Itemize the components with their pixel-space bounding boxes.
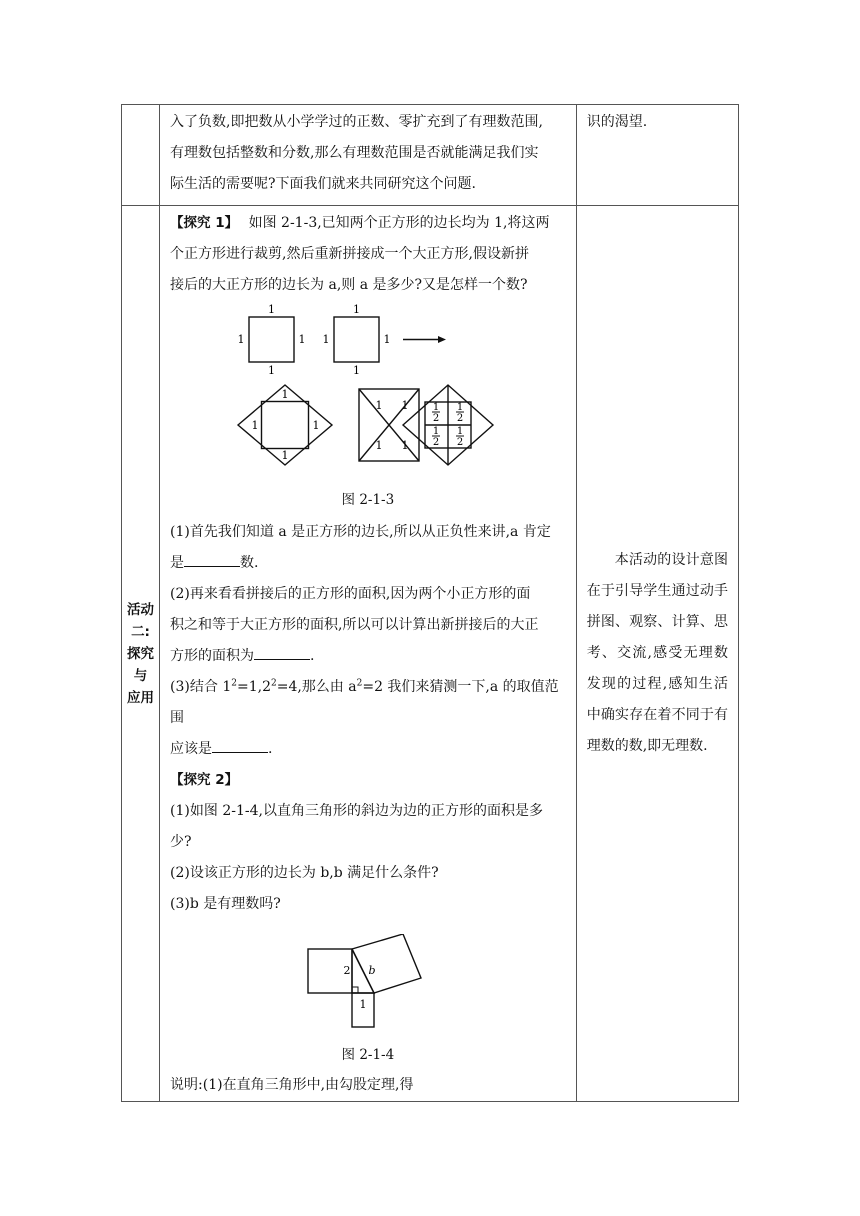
answer-blank[interactable] (184, 552, 240, 567)
side-label: 1 (267, 303, 275, 316)
side-label: 1 (267, 364, 275, 377)
text-line (170, 641, 568, 672)
text-line: 少? (170, 834, 192, 850)
side-label: 1 (352, 303, 360, 316)
table-row (122, 206, 739, 1102)
answer-blank[interactable] (212, 738, 268, 753)
text-span: 数. (240, 555, 259, 571)
label-char: 应用 (127, 689, 155, 706)
text-span: 方形的面积为 (170, 648, 255, 664)
figure-caption: 图 2-1-3 (341, 492, 395, 508)
side-label: 1 (401, 399, 409, 412)
side-label: 1 (237, 333, 245, 346)
side-label: 1 (375, 439, 383, 452)
activity-label (122, 599, 159, 709)
fraction-num: 1 (456, 402, 464, 413)
side-label: 1 (322, 333, 330, 346)
side-label: 1 (383, 333, 391, 346)
text-line: 如图 2-1-3,已知两个正方形的边长均为 1,将这两 (248, 215, 550, 231)
explore1-questions (160, 517, 576, 920)
text-span: 应该是 (170, 741, 213, 757)
text-span: =4,那么由 a (276, 679, 357, 695)
label-char: 二: (131, 623, 150, 640)
side-label: 1 (251, 419, 259, 432)
side-label: 1 (375, 399, 383, 412)
inner-square (261, 402, 308, 449)
text-line (170, 734, 568, 765)
explore1-block (160, 206, 576, 301)
lesson-table (121, 104, 739, 1102)
table-row (122, 105, 739, 206)
activity-content-cell (160, 206, 577, 1102)
row1-label-cell (122, 105, 160, 206)
label-char: 活动 (127, 601, 155, 618)
fraction-num: 1 (456, 426, 464, 437)
fraction-den: 2 (432, 413, 440, 424)
fraction-den: 2 (456, 437, 464, 448)
right-angle-mark (352, 987, 358, 993)
activity-label-cell (122, 206, 160, 1102)
side-label: 1 (281, 388, 289, 401)
text-line (170, 548, 568, 579)
side-label: 1 (312, 419, 320, 432)
fraction-den: 2 (432, 437, 440, 448)
activity-intent-cell (576, 206, 738, 1102)
superscript: 2 (231, 678, 237, 689)
row1-content-cell (160, 105, 577, 206)
text-line: 际生活的需要呢?下面我们就来共同研究这个问题. (170, 176, 477, 192)
row1-text (160, 105, 576, 205)
row1-intent-cell (576, 105, 738, 206)
text-span: =2 我们来猜测一下,a 的取值范围 (170, 679, 559, 726)
fraction-num: 1 (432, 426, 440, 437)
figure-2-1-3 (218, 303, 518, 483)
side-label: 1 (401, 439, 409, 452)
superscript: 2 (356, 678, 363, 689)
text-line: (1)如图 2-1-4,以直角三角形的斜边为边的正方形的面积是多 (170, 803, 543, 819)
superscript: 2 (270, 678, 277, 689)
text-line: 接后的大正方形的边长为 a,则 a 是多少?又是怎样一个数? (170, 277, 528, 293)
label-char: 探究 (127, 645, 155, 662)
arrow-head-icon (438, 336, 446, 343)
text-line: 入了负数,即把数从小学学过的正数、零扩充到了有理数范围, (170, 114, 543, 130)
unit-square (334, 317, 379, 362)
text-line (170, 672, 568, 734)
text-line: 有理数包括整数和分数,那么有理数范围是否就能满足我们实 (170, 145, 539, 161)
text-line: (1)首先我们知道 a 是正方形的边长,所以从正负性来讲,a 肯定 (170, 524, 551, 540)
note-line: 说明:(1)在直角三角形中,由勾股定理,得 (170, 1077, 414, 1093)
text-line: (2)再来看看拼接后的正方形的面积,因为两个小正方形的面 (170, 586, 531, 602)
text-span: =1,2 (236, 679, 271, 695)
side-label: b (368, 964, 376, 977)
text-line: 个正方形进行裁剪,然后重新拼接成一个大正方形,假设新拼 (170, 246, 529, 262)
fraction-num: 1 (432, 402, 440, 413)
text-line: (2)设该正方形的边长为 b,b 满足什么条件? (170, 865, 439, 881)
explore1-intro (170, 208, 568, 239)
unit-square (249, 317, 294, 362)
figure-caption: 图 2-1-4 (341, 1047, 395, 1063)
explore2-tag: 【探究 2】 (170, 772, 239, 788)
figure-2-1-4 (298, 934, 438, 1038)
side-label: 1 (359, 998, 367, 1011)
side-label: 1 (352, 364, 360, 377)
activity-intent-text: 本活动的设计意图在于引导学生通过动手拼图、观察、计算、思考、交流,感受无理数发现的过程,感知生活中确实存在着不同于有理数的数,即无理数. (586, 552, 728, 754)
row1-intent-text: 识的渴望. (586, 114, 648, 130)
text-span: 是 (170, 555, 185, 571)
hypotenuse-square (352, 934, 421, 993)
text-span: . (310, 648, 315, 664)
label-char: 与 (133, 667, 148, 684)
side-label: 1 (298, 333, 306, 346)
fraction-den: 2 (456, 413, 464, 424)
text-span: (3)结合 1 (170, 679, 232, 695)
text-line: 积之和等于大正方形的面积,所以可以计算出新拼接后的大正 (170, 617, 539, 633)
text-span: . (268, 741, 273, 757)
text-line: (3)b 是有理数吗? (170, 896, 281, 912)
side-label: 1 (281, 449, 289, 462)
explore1-tag: 【探究 1】 (170, 215, 239, 231)
side-label: 2 (343, 964, 351, 977)
answer-blank[interactable] (254, 645, 310, 660)
